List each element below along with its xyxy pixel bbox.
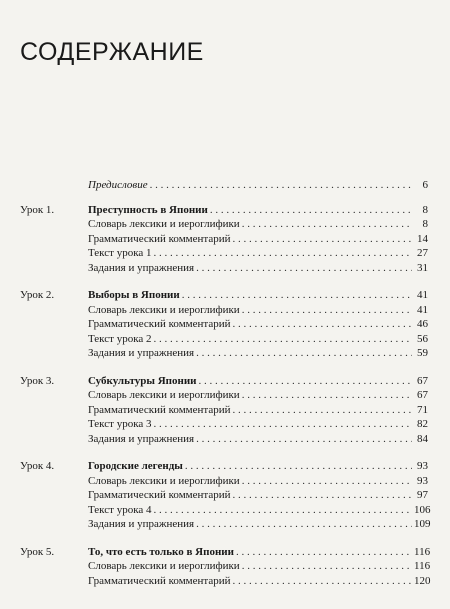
toc-title: Задания и упражнения bbox=[88, 518, 195, 530]
leader-dots bbox=[154, 417, 412, 432]
toc-title: Выборы в Японии bbox=[88, 289, 180, 301]
toc-page: 93 bbox=[417, 460, 428, 472]
toc-page: 31 bbox=[417, 261, 428, 274]
leader-dots bbox=[242, 474, 412, 489]
toc-number: Урок 3. bbox=[20, 374, 55, 387]
toc-entry[interactable] bbox=[20, 559, 431, 574]
leader-dots bbox=[196, 346, 412, 361]
toc-entry[interactable] bbox=[20, 503, 431, 518]
toc-title: Словарь лексики и иероглифики bbox=[88, 560, 240, 572]
lesson-section bbox=[20, 374, 428, 447]
toc-title: Грамматический комментарий bbox=[88, 318, 231, 330]
toc-title: Задания и упражнения bbox=[88, 347, 195, 359]
toc-entry[interactable] bbox=[20, 232, 428, 247]
toc-title: Грамматический комментарий bbox=[88, 403, 231, 416]
toc-title: Грамматический комментарий bbox=[88, 489, 231, 501]
toc-title: Словарь лексики и иероглифики bbox=[88, 474, 240, 487]
toc-entry[interactable] bbox=[20, 388, 428, 403]
lesson-list bbox=[20, 203, 431, 589]
toc-lesson[interactable] bbox=[20, 459, 428, 474]
toc-entry[interactable] bbox=[20, 474, 428, 489]
leader-dots bbox=[196, 432, 412, 447]
leader-dots bbox=[182, 288, 412, 303]
toc-number: Урок 2. bbox=[20, 289, 55, 301]
leader-dots bbox=[242, 303, 412, 318]
toc-preface[interactable] bbox=[20, 178, 428, 193]
toc-entry[interactable] bbox=[20, 332, 428, 347]
toc-page: 8 bbox=[422, 218, 428, 230]
toc-page: 82 bbox=[417, 418, 428, 430]
leader-dots bbox=[185, 459, 412, 474]
leader-dots bbox=[196, 261, 412, 276]
toc-title: Словарь лексики и иероглифики bbox=[88, 303, 240, 316]
leader-dots bbox=[196, 517, 412, 532]
toc-page: 97 bbox=[417, 489, 428, 501]
leader-dots bbox=[233, 403, 413, 418]
toc-page: 67 bbox=[417, 389, 428, 401]
toc-lesson[interactable] bbox=[20, 288, 428, 303]
toc-page: 41 bbox=[417, 303, 428, 316]
leader-dots bbox=[199, 374, 412, 389]
toc-title: Городские легенды bbox=[88, 460, 183, 472]
toc-entry[interactable] bbox=[20, 346, 428, 361]
toc-page: 14 bbox=[417, 232, 428, 245]
toc-page: 46 bbox=[417, 318, 428, 330]
toc-page: 109 bbox=[414, 518, 431, 530]
leader-dots bbox=[236, 545, 412, 560]
toc-page: 67 bbox=[417, 374, 428, 387]
toc-lesson[interactable] bbox=[20, 203, 428, 218]
toc-title: Задания и упражнения bbox=[88, 432, 195, 445]
lesson-section bbox=[20, 203, 428, 276]
toc-entry[interactable] bbox=[20, 488, 428, 503]
toc-title: Грамматический комментарий bbox=[88, 574, 231, 587]
toc-entry[interactable] bbox=[20, 303, 428, 318]
page-title: СОДЕРЖАНИЕ bbox=[20, 38, 204, 66]
toc-title: Словарь лексики и иероглифики bbox=[88, 218, 240, 230]
toc-page: 27 bbox=[417, 247, 428, 259]
toc-page: 56 bbox=[417, 332, 428, 345]
toc-number: Урок 5. bbox=[20, 545, 55, 558]
lesson-section bbox=[20, 545, 431, 589]
toc-title: То, что есть только в Японии bbox=[88, 545, 234, 558]
leader-dots bbox=[242, 559, 412, 574]
toc-title: Текст урока 3 bbox=[88, 418, 152, 430]
toc-entry[interactable] bbox=[20, 317, 428, 332]
leader-dots bbox=[154, 332, 412, 347]
toc-title: Грамматический комментарий bbox=[88, 232, 231, 245]
toc-entry[interactable] bbox=[20, 246, 428, 261]
toc-number: Урок 4. bbox=[20, 460, 55, 472]
leader-dots bbox=[233, 488, 413, 503]
toc-entry[interactable] bbox=[20, 432, 428, 447]
toc-lesson[interactable] bbox=[20, 374, 428, 389]
toc-entry[interactable] bbox=[20, 574, 431, 589]
leader-dots bbox=[233, 232, 413, 247]
toc-page: 84 bbox=[417, 432, 428, 445]
lesson-section bbox=[20, 459, 431, 532]
toc-entry[interactable] bbox=[20, 403, 428, 418]
leader-dots bbox=[242, 217, 412, 232]
toc-entry[interactable] bbox=[20, 217, 428, 232]
toc-page: 116 bbox=[414, 545, 431, 558]
toc-title: Задания и упражнения bbox=[88, 261, 195, 274]
toc-page: 6 bbox=[422, 179, 428, 191]
toc-title: Преступность в Японии bbox=[88, 203, 208, 216]
toc-page: 41 bbox=[417, 289, 428, 301]
toc-title: Предисловие bbox=[88, 179, 148, 191]
lesson-section bbox=[20, 288, 428, 361]
bleed-through-text bbox=[250, 40, 440, 190]
leader-dots bbox=[154, 246, 412, 261]
leader-dots bbox=[233, 317, 413, 332]
toc-number: Урок 1. bbox=[20, 203, 55, 216]
toc-entry[interactable] bbox=[20, 261, 428, 276]
toc-title: Текст урока 4 bbox=[88, 503, 152, 516]
leader-dots bbox=[210, 203, 412, 218]
toc-page: 59 bbox=[417, 347, 428, 359]
toc-title: Субкультуры Японии bbox=[88, 374, 197, 387]
toc-page: 120 bbox=[414, 574, 431, 587]
toc-page: 71 bbox=[417, 403, 428, 416]
leader-dots bbox=[154, 503, 412, 518]
table-of-contents bbox=[20, 178, 431, 601]
leader-dots bbox=[233, 574, 413, 589]
leader-dots bbox=[242, 388, 412, 403]
toc-title: Текст урока 1 bbox=[88, 247, 152, 259]
toc-entry[interactable] bbox=[20, 417, 428, 432]
toc-page: 116 bbox=[414, 560, 431, 572]
toc-page: 8 bbox=[422, 203, 428, 216]
toc-page: 93 bbox=[417, 474, 428, 487]
toc-lesson[interactable] bbox=[20, 545, 431, 560]
toc-page: 106 bbox=[414, 503, 431, 516]
toc-title: Словарь лексики и иероглифики bbox=[88, 389, 240, 401]
toc-entry[interactable] bbox=[20, 517, 431, 532]
leader-dots bbox=[150, 178, 412, 193]
toc-title: Текст урока 2 bbox=[88, 332, 152, 345]
